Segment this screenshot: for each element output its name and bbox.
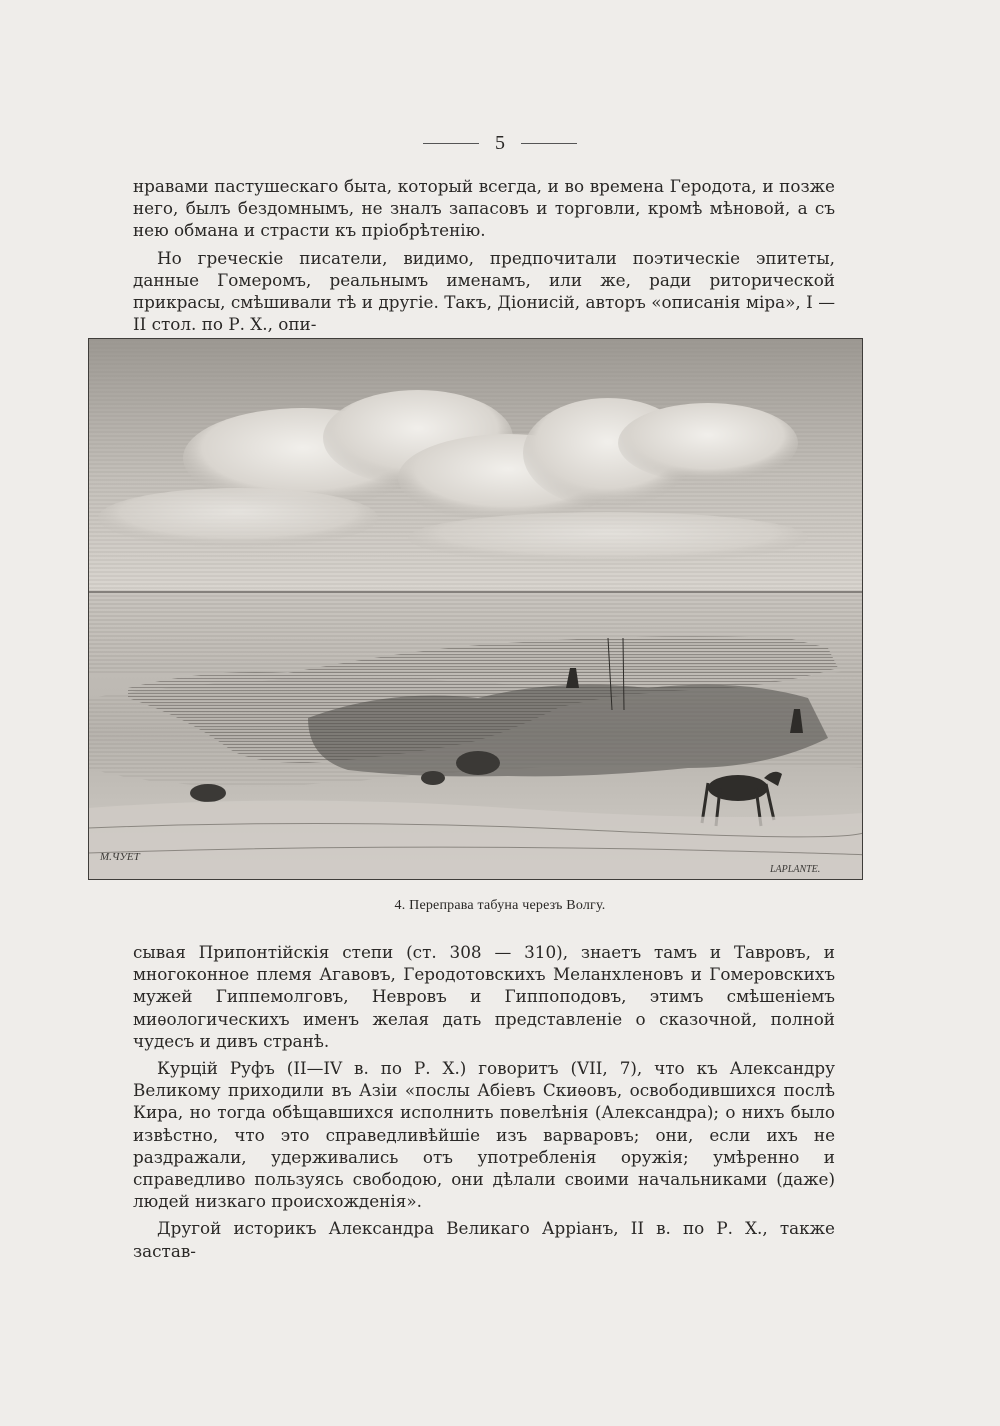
engraver-signature-left: M.ЧУЕТ — [100, 851, 140, 863]
paragraph: Но греческіе писатели, видимо, предпочитали поэтическіе эпитеты, данные Гомеромъ, реальнымъ именамъ, или же, ради риторической прикрасы, смѣшивали тѣ и другіе. Такъ, Діонисій, авторъ «описанія міра», I — II стол. по Р. Х., опи- — [133, 247, 835, 335]
top-text-block — [133, 175, 835, 335]
engraving-drawing — [88, 338, 863, 880]
engraving-illustration — [88, 338, 863, 880]
header-rule-right — [521, 143, 577, 144]
paragraph: Курцій Руфъ (II—IV в. по Р. Х.) говоритъ (VII, 7), что къ Александру Великому приходили въ Азіи «послы Абіевъ Скиѳовъ, освободившихся послѣ Кира, но тогда обѣщавшихся исполнить повелѣнія (Александра); о нихъ было извѣстно, что это справедливѣйшіе изъ варваровъ; они, если ихъ не раздражали, удерживались отъ употребленія оружія; умѣренно и справедливо пользуясь свободою, они дѣлали своими начальниками (даже) людей низкаго происхожденія». — [133, 1058, 835, 1212]
paragraph: сывая Припонтійскія степи (ст. 308 — 310), знаетъ тамъ и Тавровъ, и многоконное племя Агавовъ, Геродотовскихъ Меланхленовъ и Гомеровскихъ мужей Гиппемолговъ, Невровъ и Гиппоподовъ, этимъ смѣшеніемъ миѳологическихъ именъ желая дать представленіе о сказочной, полной чудесъ и дивъ странѣ. — [133, 942, 835, 1051]
paragraph: Другой историкъ Александра Великаго Арріанъ, II в. по Р. Х., также застав- — [133, 1218, 835, 1261]
page-header — [0, 130, 1000, 156]
paragraph: нравами пастушескаго быта, который всегда, и во времена Геродота, и позже него, былъ бездомнымъ, не зналъ запасовъ и торговли, кромѣ мѣновой, а съ нею обмана и страсти къ пріобрѣтенію. — [133, 176, 835, 241]
engraver-signature-right: LAPLANTE. — [770, 864, 821, 875]
header-rule-left — [423, 143, 479, 144]
figure-caption: 4. Переправа табуна черезъ Волгу. — [394, 898, 606, 913]
page-number: 5 — [495, 131, 505, 154]
bottom-text-block — [133, 941, 835, 1262]
